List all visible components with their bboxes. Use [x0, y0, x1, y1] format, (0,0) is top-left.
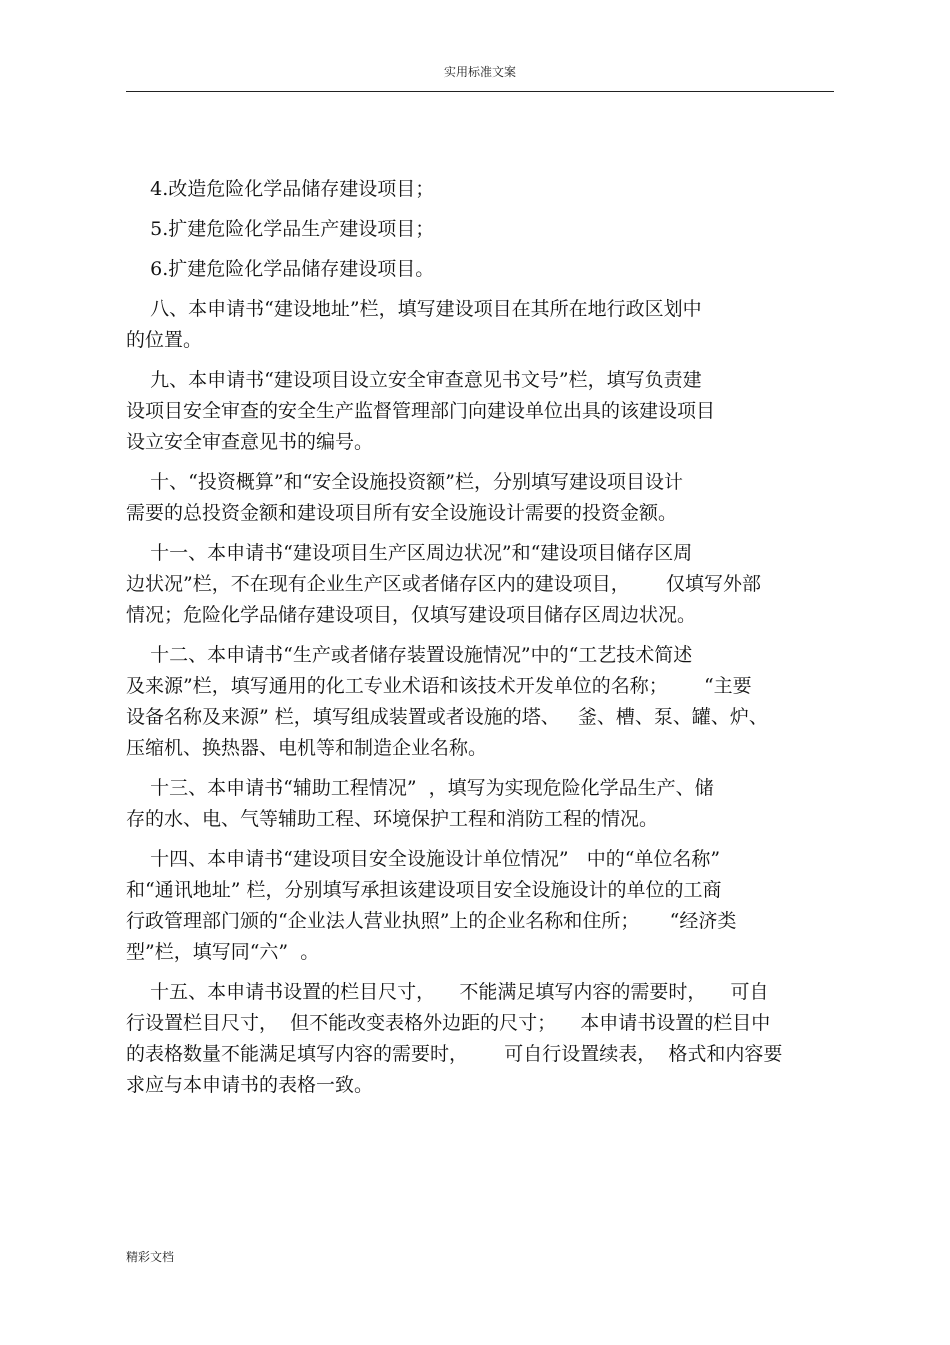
paragraph-section-11	[126, 538, 834, 631]
paragraph-line: 设立安全审查意见书的编号。	[126, 431, 374, 453]
paragraph-line: 情况；危险化学品储存建设项目，仅填写建设项目储存区周边状况。	[126, 604, 697, 626]
paragraph-line: 九、本申请书“建设项目设立安全审查意见书文号”栏，填写负责建	[126, 369, 702, 391]
paragraph-line: 6.扩建危险化学品储存建设项目。	[126, 258, 435, 280]
paragraph-section-15	[126, 977, 834, 1101]
paragraph-section-12	[126, 640, 834, 764]
paragraph-line: 行设置栏目尺寸， 但不能改变表格外边距的尺寸； 本申请书设置的栏目中	[126, 1012, 771, 1034]
header-divider	[126, 91, 834, 92]
paragraph-section-13	[126, 773, 834, 835]
paragraph-line: 设备名称及来源” 栏，填写组成装置或者设施的塔、 釜、槽、泵、罐、炉、	[126, 706, 768, 728]
paragraph-line: 十、“投资概算”和“安全设施投资额”栏，分别填写建设项目设计	[126, 471, 684, 493]
paragraph-line: 和“通讯地址” 栏，分别填写承担该建设项目安全设施设计的单位的工商	[126, 879, 722, 901]
paragraph-line: 行政管理部门颁的“企业法人营业执照”上的企业名称和住所； “经济类	[126, 910, 737, 932]
paragraph-line: 型”栏，填写同“六” 。	[126, 941, 320, 963]
paragraph-line: 十二、本申请书“生产或者储存装置设施情况”中的“工艺技术简述	[126, 644, 693, 666]
paragraph-line: 5.扩建危险化学品生产建设项目；	[126, 218, 435, 240]
paragraph-section-8	[126, 294, 834, 356]
paragraph-item-6	[126, 254, 834, 285]
paragraph-line: 求应与本申请书的表格一致。	[126, 1074, 374, 1096]
paragraph-line: 存的水、电、气等辅助工程、环境保护工程和消防工程的情况。	[126, 808, 659, 830]
document-body	[126, 174, 834, 1110]
paragraph-line: 4.改造危险化学品储存建设项目；	[126, 178, 435, 200]
page-header: 实用标准文案	[443, 65, 516, 79]
paragraph-line: 边状况”栏，不在现有企业生产区或者储存区内的建设项目， 仅填写外部	[126, 573, 761, 595]
paragraph-line: 十五、本申请书设置的栏目尺寸， 不能满足填写内容的需要时， 可自	[126, 981, 769, 1003]
paragraph-line: 十一、本申请书“建设项目生产区周边状况”和“建设项目储存区周	[126, 542, 693, 564]
paragraph-line: 的表格数量不能满足填写内容的需要时， 可自行设置续表， 格式和内容要	[126, 1043, 783, 1065]
paragraph-section-14	[126, 844, 834, 968]
paragraph-line: 需要的总投资金额和建设项目所有安全设施设计需要的投资金额。	[126, 502, 678, 524]
paragraph-line: 的位置。	[126, 329, 203, 351]
paragraph-item-5	[126, 214, 834, 245]
paragraph-line: 设项目安全审查的安全生产监督管理部门向建设单位出具的该建设项目	[126, 400, 716, 422]
paragraph-line: 八、本申请书“建设地址”栏，填写建设项目在其所在地行政区划中	[126, 298, 702, 320]
paragraph-line: 十三、本申请书“辅助工程情况” ，填写为实现危险化学品生产、储	[126, 777, 714, 799]
paragraph-section-9	[126, 365, 834, 458]
page-footer: 精彩文档	[126, 1250, 175, 1264]
paragraph-section-10	[126, 467, 834, 529]
paragraph-item-4	[126, 174, 834, 205]
paragraph-line: 十四、本申请书“建设项目安全设施设计单位情况” 中的“单位名称”	[126, 848, 721, 870]
paragraph-line: 压缩机、换热器、电机等和制造企业名称。	[126, 737, 488, 759]
paragraph-line: 及来源”栏，填写通用的化工专业术语和该技术开发单位的名称； “主要	[126, 675, 752, 697]
